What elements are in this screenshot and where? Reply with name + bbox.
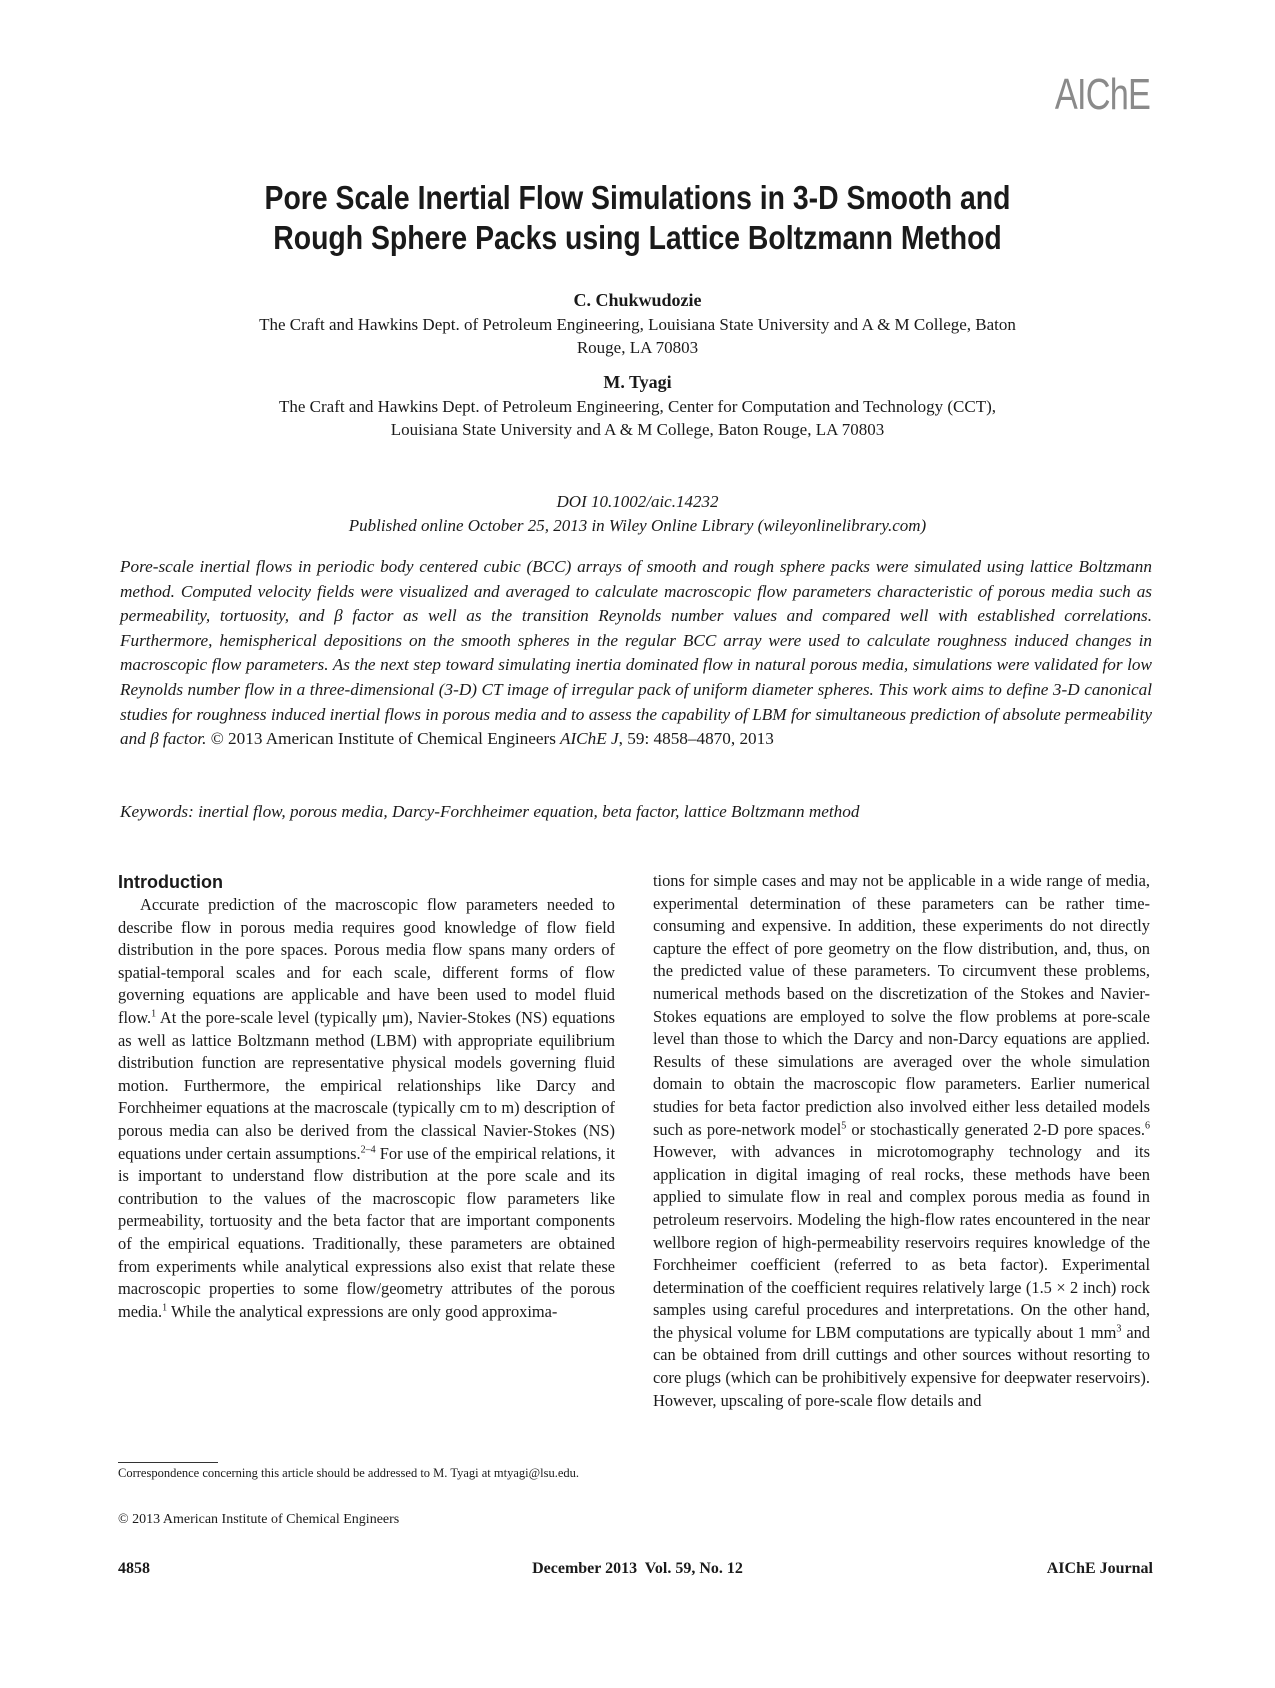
paper-title xyxy=(100,178,1175,258)
citation-ref: 2–4 xyxy=(360,1144,376,1156)
body-paragraph xyxy=(653,870,1150,1412)
affiliation-line: The Craft and Hawkins Dept. of Petroleum Engineering, Louisiana State University and A & M College, Baton xyxy=(259,315,1016,334)
body-paragraph xyxy=(118,894,615,1323)
affiliation-line: Rouge, LA 70803 xyxy=(576,338,699,357)
body-text: However, with advances in microtomography technology and its application in digital imaging of real rocks, these methods have been applied to simulate flow in real and complex porous media as found in petroleum reservoirs. Modeling the high-flow rates encountered in the near wellbore region of high-permeability reservoirs requires knowledge of the Forchheimer coefficient (referred to as beta factor). Experimental determination of the coefficient requires relatively large (1.5 × 2 inch) rock samples using careful procedures and interpretations. On the other hand, the physical volume for LBM computations are typically about 1 mm xyxy=(653,1142,1150,1342)
body-text: or stochastically generated 2-D pore spaces. xyxy=(846,1119,1145,1139)
doi-block xyxy=(100,490,1175,538)
abstract-journal: AIChE J xyxy=(559,729,619,749)
author-affiliation xyxy=(150,395,1125,441)
left-column xyxy=(118,894,615,1323)
abstract-copyright: © 2013 American Institute of Chemical Engineers xyxy=(210,729,556,749)
superscript: 3 xyxy=(1116,1323,1122,1335)
author-name: C. Chukwudozie xyxy=(573,290,702,310)
right-column xyxy=(653,870,1150,1412)
title-line-2: Rough Sphere Packs using Lattice Boltzmann Method xyxy=(273,219,1002,256)
abstract-text: Pore-scale inertial flows in periodic body centered cubic (BCC) arrays of smooth and rough sphere packs were simulated using lattice Boltzmann method. Computed velocity fields were visualized and averaged to calculate macroscopic flow parameters characteristic of porous media such as permeability, tortuosity, and β factor as well as the transition Reynolds number values and compared well with established correlations. Furthermore, hemispherical depositions on the smooth spheres in the regular BCC array were used to calculate roughness induced changes in macroscopic flow parameters. As the next step toward simulating inertia dominated flow in natural porous media, simulations were validated for low Reynolds number flow in a three-dimensional (3-D) CT image of irregular pack of uniform diameter spheres. This work aims to define 3-D canonical studies for roughness induced inertial flows in porous media and to assess the capability of LBM for simultaneous prediction of absolute permeability and β factor. xyxy=(120,557,1152,749)
author-affiliation xyxy=(150,313,1125,359)
footnote-divider xyxy=(118,1462,218,1463)
doi: DOI 10.1002/aic.14232 xyxy=(556,492,719,511)
affiliation-line: Louisiana State University and A & M College, Baton Rouge, LA 70803 xyxy=(390,420,885,439)
journal-name: AIChE Journal xyxy=(1046,1560,1153,1577)
aiche-logo: AIChE xyxy=(1054,70,1150,119)
citation-ref: 1 xyxy=(162,1302,168,1314)
title-line-1: Pore Scale Inertial Flow Simulations in 3-D Smooth and xyxy=(264,179,1011,216)
affiliation-line: The Craft and Hawkins Dept. of Petroleum Engineering, Center for Computation and Technology (CCT), xyxy=(278,397,997,416)
body-text: tions for simple cases and may not be applicable in a wide range of media, experimental determination of these parameters can be rather time-consuming and expensive. In addition, these experiments do not directly capture the effect of pore geometry on the flow distribution, and, thus, on the predicted value of these parameters. To circumvent these problems, numerical methods based on the discretization of the Stokes and Navier-Stokes equations are employed to solve the flow problems at pore-scale level than those to which the Darcy and non-Darcy equations are applied. Results of these simulations are averaged over the whole simulation domain to obtain the macroscopic flow parameters. Earlier numerical studies for beta factor prediction also involved either less detailed models such as pore-network model xyxy=(653,871,1150,1139)
page-number: 4858 xyxy=(118,1560,150,1577)
abstract xyxy=(120,555,1152,752)
abstract-citation: , 59: 4858–4870, 2013 xyxy=(618,729,774,749)
citation-ref: 5 xyxy=(841,1120,847,1132)
body-text: While the analytical expressions are only good approxima- xyxy=(167,1301,558,1321)
keywords: Keywords: inertial flow, porous media, Darcy-Forchheimer equation, beta factor, lattice Boltzmann method xyxy=(120,802,860,821)
body-text: For use of the empirical relations, it is important to understand flow distribution at the pore scale and its contribution to the values of the macroscopic flow parameters like permeability, tortuosity and the beta factor that are important components of the empirical equations. Traditionally, these parameters are obtained from experiments while analytical expressions also exist that relate these macroscopic properties to some flow/geometry attributes of the porous media. xyxy=(118,1143,615,1321)
citation-ref: 6 xyxy=(1145,1120,1150,1132)
body-text: Accurate prediction of the macroscopic flow parameters needed to describe flow in porous media requires good knowledge of flow field distribution in the pore spaces. Porous media flow spans many orders of spatial-temporal scales and for each scale, different forms of flow governing equations are applicable and have been used to model fluid flow. xyxy=(118,895,615,1027)
published-line: Published online October 25, 2013 in Wiley Online Library (wileyonlinelibrary.com) xyxy=(348,516,927,535)
citation-ref: 1 xyxy=(151,1008,157,1020)
body-text: At the pore-scale level (typically μm), Navier-Stokes (NS) equations as well as lattice Boltzmann method (LBM) with appropriate equilibrium distribution function are representative physical models governing fluid motion. Furthermore, the empirical relationships like Darcy and Forchheimer equations at the macroscale (typically cm to m) description of porous media can also be derived from the classical Navier-Stokes (NS) equations under certain assumptions. xyxy=(118,1007,615,1163)
correspondence-footnote: Correspondence concerning this article should be addressed to M. Tyagi at mtyagi@lsu.edu. xyxy=(118,1466,579,1480)
copyright-notice: © 2013 American Institute of Chemical Engineers xyxy=(118,1512,400,1527)
author-name: M. Tyagi xyxy=(603,372,672,392)
issue-info: December 2013 Vol. 59, No. 12 xyxy=(532,1560,743,1577)
section-heading: Introduction xyxy=(118,872,223,892)
body-text: and can be obtained from drill cuttings and other sources without resorting to core plugs (which can be prohibitively expensive for deepwater reservoirs). However, upscaling of pore-scale flow details and xyxy=(653,1322,1151,1410)
